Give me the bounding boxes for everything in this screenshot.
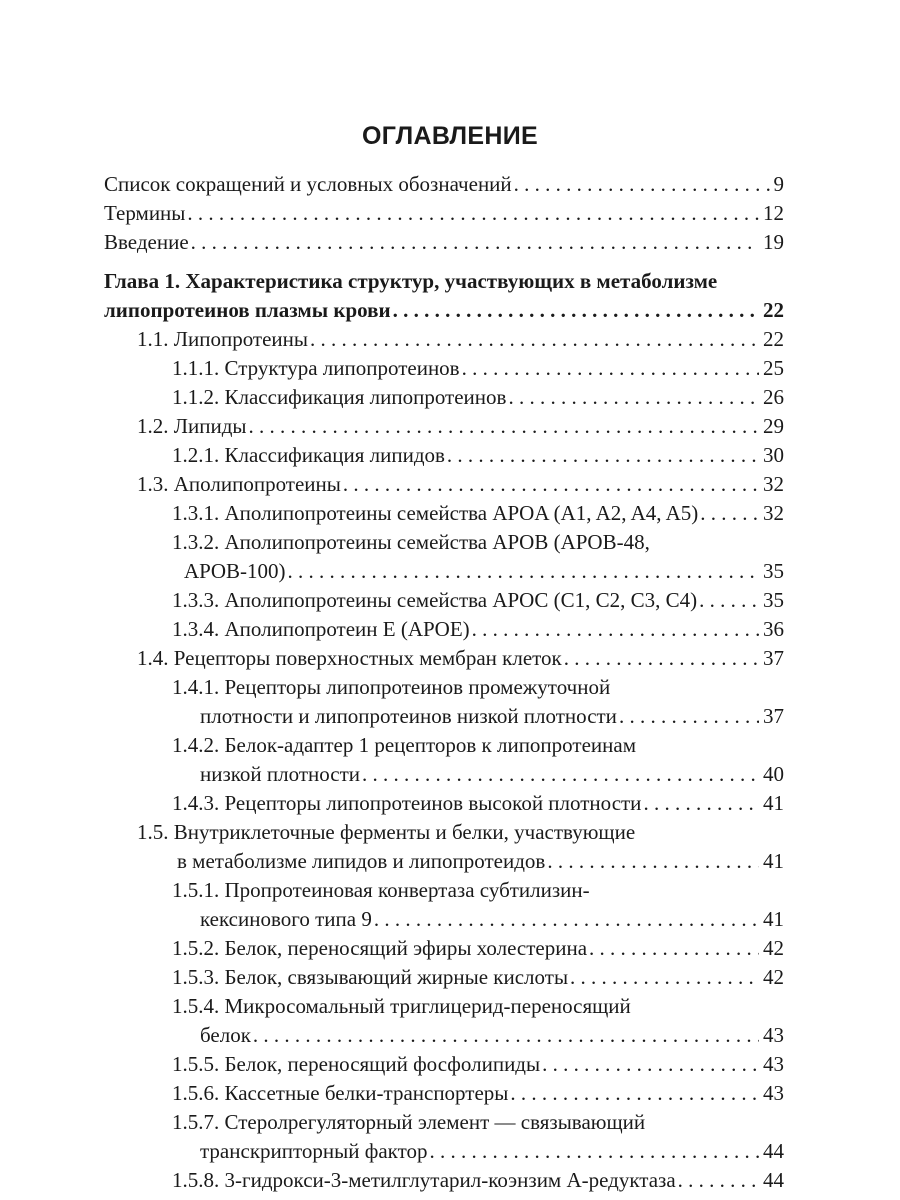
- dot-leader: [341, 470, 759, 499]
- toc-page-number: 22: [763, 298, 784, 322]
- toc-entry-title: 1.5.5. Белок, переносящий фосфолипиды: [172, 1052, 541, 1076]
- toc-entry-title: 1.1.1. Структура липопротеинов: [172, 356, 460, 380]
- toc-page-number: 32: [763, 501, 784, 525]
- toc-page-number: 26: [763, 385, 784, 409]
- toc-entry-title: 1.4.3. Рецепторы липопротеинов высокой плотности: [172, 791, 642, 815]
- toc-entry: [172, 354, 784, 383]
- toc-page-number: 42: [763, 965, 784, 989]
- toc-entry-title: 1.4. Рецепторы поверхностных мембран клеток: [137, 646, 562, 670]
- dot-leader: [251, 1021, 759, 1050]
- toc-entry-title: 1.2. Липиды: [137, 414, 247, 438]
- toc-entry-title: 1.5.1. Пропротеиновая конвертаза субтилизин-: [172, 878, 590, 902]
- page-title: ОГЛАВЛЕНИЕ: [362, 122, 538, 150]
- dot-leader: [247, 412, 759, 441]
- dot-leader: [540, 1050, 759, 1079]
- toc-page-number: 22: [763, 327, 784, 351]
- toc-page-number: 29: [763, 414, 784, 438]
- dot-leader: [697, 586, 759, 615]
- toc-entry-title: Список сокращений и условных обозначений: [104, 172, 512, 196]
- toc-page-number: 30: [763, 443, 784, 467]
- toc-page-number: 42: [763, 936, 784, 960]
- toc-page-number: 37: [763, 646, 784, 670]
- dot-leader: [308, 325, 759, 354]
- toc-entry-title-continued: липопротеинов плазмы крови: [104, 298, 391, 322]
- toc-entry: [172, 1108, 784, 1166]
- toc-entry: [172, 1166, 784, 1195]
- toc-entry-title: 1.2.1. Классификация липидов: [172, 443, 445, 467]
- dot-leader: [617, 702, 759, 731]
- toc-entry-title: Глава 1. Характеристика структур, участвующих в метаболизме: [104, 269, 718, 293]
- toc-entry-title: 1.5.8. 3-гидрокси-3-метилглутарил-коэнзим А-редуктаза: [172, 1168, 676, 1192]
- dot-leader: [445, 441, 759, 470]
- toc-entry-title-continued: плотности и липопротеинов низкой плотности: [200, 704, 617, 728]
- dot-leader: [545, 847, 759, 876]
- toc-entry-title: 1.3.4. Аполипопротеин E (APOE): [172, 617, 470, 641]
- toc-chapter-entry: [104, 267, 784, 325]
- toc-page-number: 12: [763, 201, 784, 225]
- dot-leader: [587, 934, 759, 963]
- toc-page-number: 25: [763, 356, 784, 380]
- toc-entry-title: 1.3. Аполипопротеины: [137, 472, 341, 496]
- toc-entry-title-continued: в метаболизме липидов и липопротеидов: [177, 849, 546, 873]
- toc-entry-title-continued: APOB-100): [184, 559, 286, 583]
- dot-leader: [189, 228, 759, 257]
- toc-entry-title: 1.5.6. Кассетные белки-транспортеры: [172, 1081, 509, 1105]
- toc-page-number: 44: [763, 1168, 784, 1192]
- dot-leader: [460, 354, 759, 383]
- toc-entry-title: 1.4.1. Рецепторы липопротеинов промежуточной: [172, 675, 611, 699]
- toc-entry: [137, 818, 784, 876]
- toc-entry: [104, 199, 784, 228]
- toc-entry: [104, 170, 784, 199]
- toc-entry-title: 1.5.4. Микросомальный триглицерид-переносящий: [172, 994, 631, 1018]
- toc-entry: [172, 876, 784, 934]
- toc-entry-title-continued: белок: [200, 1023, 251, 1047]
- toc-entry: [172, 992, 784, 1050]
- toc-entry: [137, 412, 784, 441]
- toc-page-number: 37: [763, 704, 784, 728]
- toc-entry-title-continued: низкой плотности: [200, 762, 361, 786]
- toc-page-number: 43: [763, 1081, 784, 1105]
- dot-leader: [470, 615, 759, 644]
- toc-page-number: 35: [763, 559, 784, 583]
- dot-leader: [372, 905, 759, 934]
- toc-page-number: 35: [763, 588, 784, 612]
- toc-entry-title-continued: кексинового типа 9: [200, 907, 372, 931]
- toc-entry-title: Введение: [104, 230, 189, 254]
- toc-entry-title: 1.5.2. Белок, переносящий эфиры холестерина: [172, 936, 588, 960]
- toc-page-number: 44: [763, 1139, 784, 1163]
- toc-entry: [172, 615, 784, 644]
- dot-leader: [427, 1137, 759, 1166]
- toc-page-number: 9: [773, 172, 784, 196]
- toc-entry-title: 1.3.3. Аполипопротеины семейства APOC (C1, C2, C3, C4): [172, 588, 698, 612]
- toc-entry: [172, 673, 784, 731]
- toc-entry-title: Термины: [104, 201, 186, 225]
- dot-leader: [360, 760, 759, 789]
- toc-page-number: 43: [763, 1023, 784, 1047]
- toc-page-number: 19: [763, 230, 784, 254]
- dot-leader: [391, 296, 759, 325]
- toc-entry-title: 1.3.2. Аполипопротеины семейства APOB (APOB-48,: [172, 530, 650, 554]
- toc-entry-title: 1.5.7. Стеролрегуляторный элемент — связывающий: [172, 1110, 646, 1134]
- toc-entry: [172, 586, 784, 615]
- toc-entry: [172, 963, 784, 992]
- dot-leader: [562, 644, 759, 673]
- toc-page-number: 41: [763, 849, 784, 873]
- toc-entry: [172, 1050, 784, 1079]
- toc-entry: [172, 441, 784, 470]
- dot-leader: [508, 1079, 759, 1108]
- toc-page-number: 41: [763, 907, 784, 931]
- toc-entry: [172, 1079, 784, 1108]
- toc-entry-title: 1.1.2. Классификация липопротеинов: [172, 385, 507, 409]
- toc-entry: [172, 731, 784, 789]
- toc-entry: [172, 934, 784, 963]
- toc-entry-title: 1.1. Липопротеины: [137, 327, 309, 351]
- toc-entry: [172, 383, 784, 412]
- toc-entry: [172, 528, 784, 586]
- toc-entry: [172, 789, 784, 818]
- dot-leader: [676, 1166, 759, 1195]
- dot-leader: [286, 557, 759, 586]
- dot-leader: [506, 383, 759, 412]
- toc-entry: [137, 325, 784, 354]
- dot-leader: [698, 499, 759, 528]
- toc-entry-title: 1.3.1. Аполипопротеины семейства APOA (A1, A2, A4, A5): [172, 501, 699, 525]
- toc-entry: [137, 470, 784, 499]
- toc-entry-title-continued: транскрипторный фактор: [200, 1139, 428, 1163]
- toc-entry: [137, 644, 784, 673]
- table-of-contents: [104, 170, 784, 1195]
- toc-page-number: 32: [763, 472, 784, 496]
- toc-page-number: 43: [763, 1052, 784, 1076]
- toc-entry-title: 1.5.3. Белок, связывающий жирные кислоты: [172, 965, 569, 989]
- toc-entry-title: 1.4.2. Белок-адаптер 1 рецепторов к липопротеинам: [172, 733, 636, 757]
- toc-entry-title: 1.5. Внутриклеточные ферменты и белки, участвующие: [137, 820, 636, 844]
- dot-leader: [185, 199, 759, 228]
- toc-page-number: 36: [763, 617, 784, 641]
- dot-leader: [641, 789, 759, 818]
- toc-page-number: 40: [763, 762, 784, 786]
- dot-leader: [512, 170, 770, 199]
- toc-entry: [104, 228, 784, 257]
- dot-leader: [568, 963, 759, 992]
- toc-entry: [172, 499, 784, 528]
- toc-page-number: 41: [763, 791, 784, 815]
